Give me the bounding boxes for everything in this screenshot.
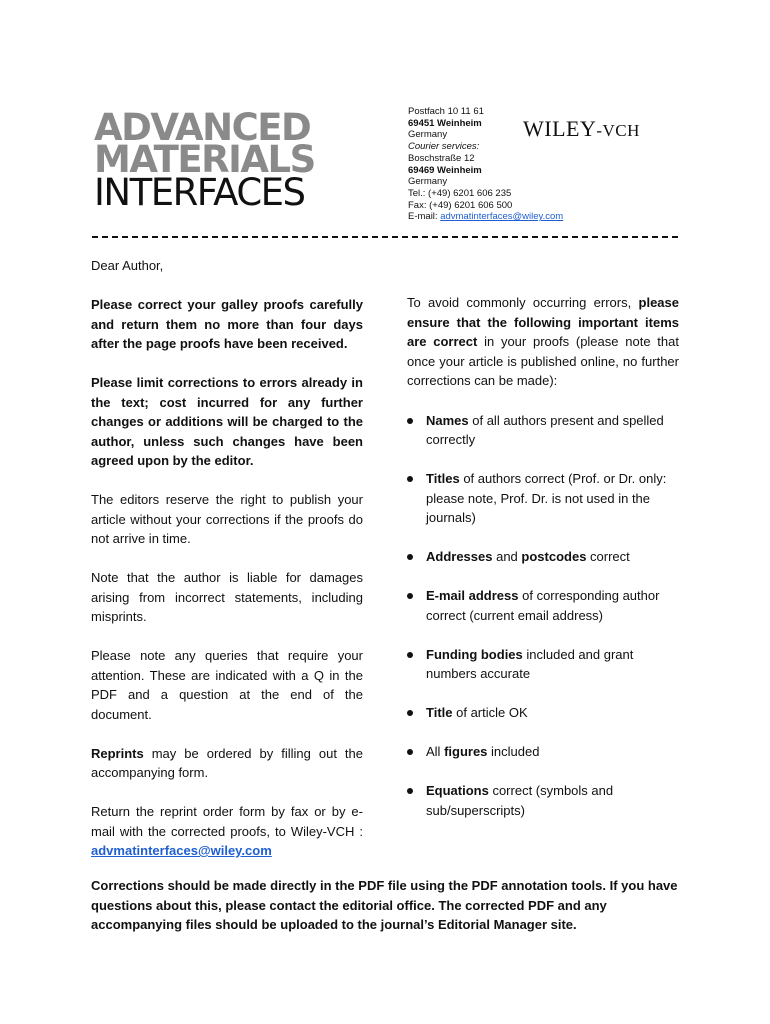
list-item: [407, 703, 679, 723]
item-text: of corresponding author correct (current email address): [426, 588, 660, 623]
item-bold: postcodes: [521, 549, 587, 564]
logo-line-advanced: ADVANCED: [94, 106, 311, 149]
reprints-text: may be ordered by filling out the accompanying form.: [91, 745, 363, 780]
item-bold: Addresses: [426, 549, 493, 564]
list-item: [407, 742, 679, 762]
right-column: [407, 293, 679, 840]
list-item: [407, 586, 679, 625]
item-text: of article OK: [452, 705, 528, 720]
email-line: [408, 211, 563, 223]
list-item: [407, 645, 679, 684]
logo-line-interfaces: INTERFACES: [94, 171, 305, 214]
item-text: included and grant numbers accurate: [426, 646, 634, 681]
left-column: [91, 256, 363, 880]
list-item: [407, 469, 679, 528]
dashed-divider: [92, 236, 678, 238]
reprint-return-text: Return the reprint order form by fax or by e-mail with the corrected proofs, to Wiley-VCH :: [91, 804, 363, 839]
list-item: [407, 411, 679, 450]
intro-text-b: in your proofs (please note that once your article is published online, no further corrections can be made):: [407, 334, 679, 388]
email-label: E-mail:: [408, 211, 441, 223]
bullet-icon: [407, 554, 413, 560]
editors-notice: The editors reserve the right to publish your article without your corrections if the proofs do not arrive in time.: [91, 492, 363, 546]
liability-notice: Note that the author is liable for damages arising from incorrect statements, including misprints.: [91, 570, 363, 624]
instruction-limit-corrections-text: Please limit corrections to errors already in the text; cost incurred for any further changes or additions will be charged to the author, unless such changes have been agreed upon by the editor.: [91, 375, 363, 468]
instruction-return-proofs: [91, 295, 363, 354]
fax: Fax: (+49) 6201 606 500: [408, 199, 513, 211]
item-text: All: [426, 744, 445, 759]
intro-text-bold: please ensure that the following important items are correct: [407, 295, 679, 349]
intro-text-a: To avoid commonly occurring errors,: [407, 295, 639, 310]
wiley-text: WILEY: [523, 116, 597, 141]
postfach: Postfach 10 11 61: [408, 106, 484, 117]
wiley-vch-logo: [523, 116, 640, 142]
item-text: of authors correct (Prof. or Dr. only: please note, Prof. Dr. is not used in the journals): [426, 471, 667, 525]
item-bold: Titles: [426, 471, 460, 486]
item-bold: Title: [426, 705, 453, 720]
item-bold: E-mail address: [426, 588, 519, 603]
bullet-icon: [407, 593, 413, 599]
bullet-icon: [407, 418, 413, 424]
reprint-email-link[interactable]: advmatinterfaces@wiley.com: [91, 843, 272, 858]
item-text: and: [492, 549, 522, 564]
address-country: Germany: [408, 129, 448, 141]
bullet-icon: [407, 652, 413, 658]
vch-text: -VCH: [596, 121, 640, 140]
footer-instructions: Corrections should be made directly in the PDF file using the PDF annotation tools. If you have questions about this, please contact the editorial office. The corrected PDF and any accompanying files should be uploaded to the journal’s Editorial Manager site.: [91, 878, 678, 932]
reprints-notice: [91, 744, 363, 783]
item-bold: figures: [444, 744, 488, 759]
item-text: correct: [586, 549, 630, 564]
bullet-icon: [407, 710, 413, 716]
instruction-return-proofs-text: Please correct your galley proofs carefully and return them no more than four days after the page proofs have been received.: [91, 297, 363, 351]
courier-country: Germany: [408, 176, 448, 188]
item-bold: Names: [426, 412, 469, 428]
list-item: [407, 547, 679, 567]
address-city: 69451 Weinheim: [408, 117, 482, 129]
item-bold: Equations: [426, 783, 489, 798]
item-text: correct (symbols and sub/superscripts): [426, 783, 614, 818]
instruction-limit-corrections: [91, 373, 363, 471]
telephone: Tel.: (+49) 6201 606 235: [408, 187, 512, 199]
list-item: [407, 781, 679, 820]
journal-logo: [94, 106, 339, 214]
logo-line-materials: MATERIALS: [94, 138, 315, 181]
courier-label: Courier services:: [408, 141, 480, 153]
email-link[interactable]: advmatinterfaces@wiley.com: [440, 211, 564, 223]
item-bold: Funding bodies: [426, 646, 523, 662]
bullet-icon: [407, 749, 413, 755]
reprints-label: Reprints: [91, 745, 144, 761]
item-text: included: [487, 744, 540, 759]
greeting: Dear Author,: [91, 258, 164, 273]
queries-notice: Please note any queries that require your attention. These are indicated with a Q in the PDF and a question at the end of the document.: [91, 648, 363, 722]
checklist-intro: [407, 293, 679, 391]
checklist: [407, 411, 679, 821]
courier-city: 69469 Weinheim: [408, 164, 482, 176]
bullet-icon: [407, 476, 413, 482]
item-text: of all authors present and spelled correctly: [426, 412, 664, 447]
reprint-return-notice: [91, 802, 363, 861]
courier-street: Boschstraße 12: [408, 152, 475, 164]
bullet-icon: [407, 788, 413, 794]
